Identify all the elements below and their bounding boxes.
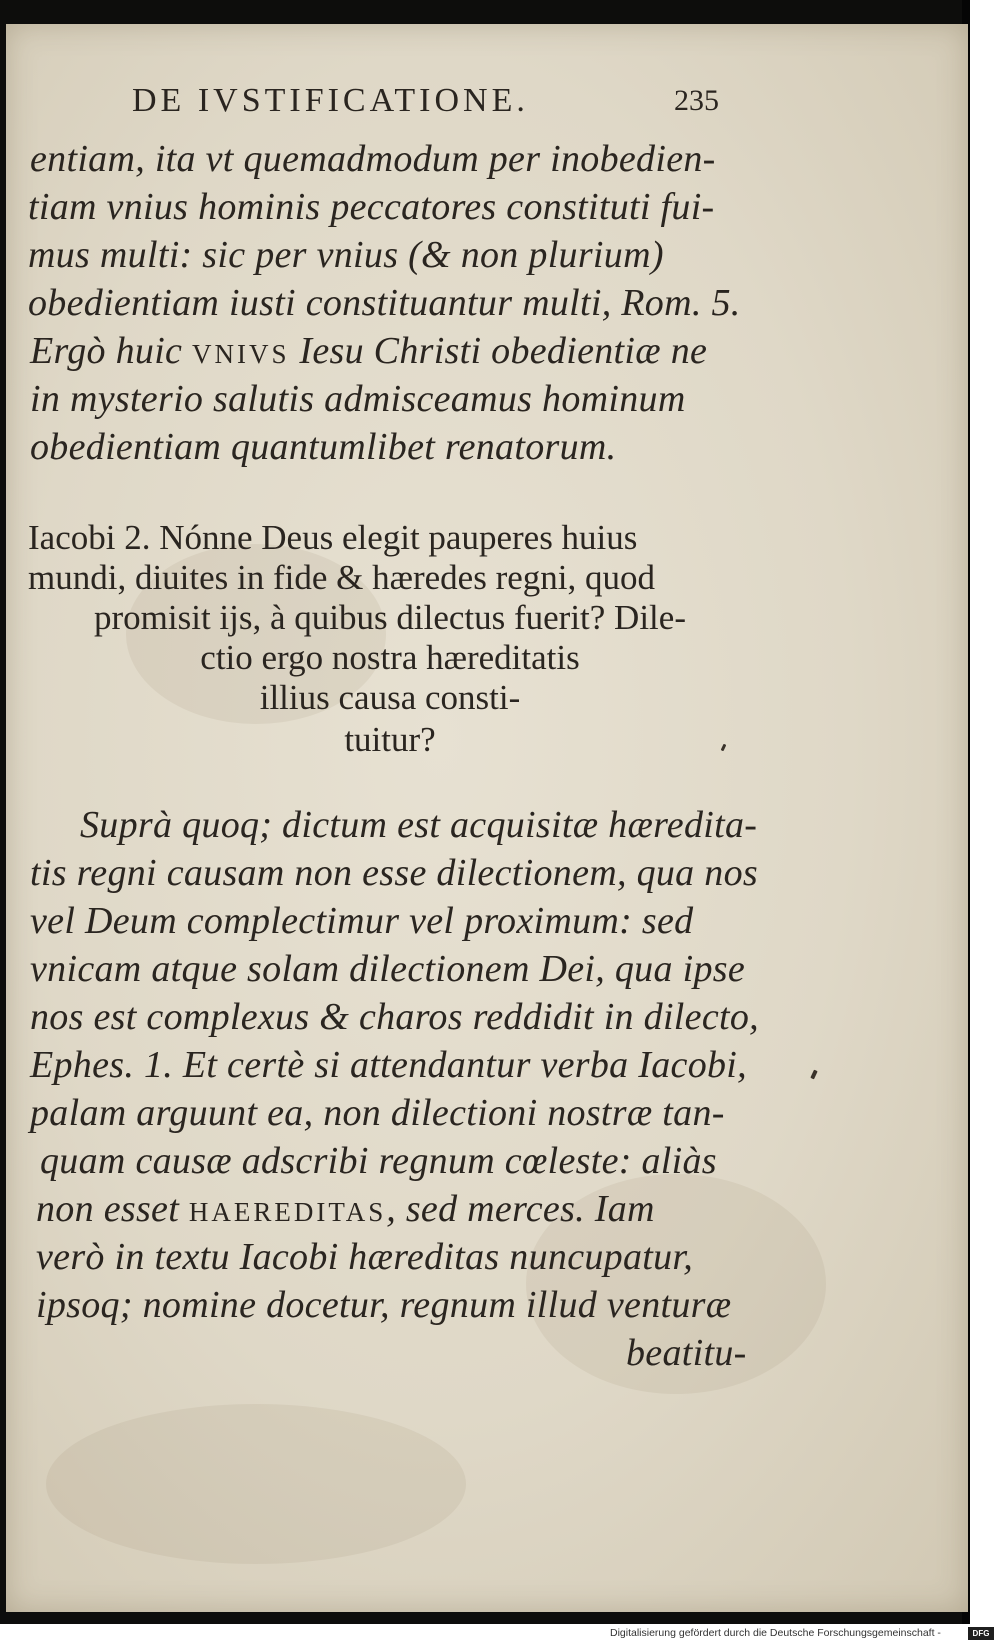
text-line: ipsoq; nomine docetur, regnum illud venturæ — [36, 1284, 732, 1326]
text-line: obedientiam iusti constituantur multi, Rom. 5. — [28, 282, 741, 324]
text-run: , sed merces. Iam — [386, 1188, 655, 1230]
quotation-line: illius causa consti- — [259, 678, 521, 717]
text-line: Ephes. 1. Et certè si attendantur verba Iacobi, — [30, 1044, 747, 1086]
emphasis-caps: HAEREDITAS — [188, 1197, 387, 1227]
text-line — [30, 332, 707, 370]
text-line — [36, 1190, 655, 1228]
quotation-line: ctio ergo nostra hæreditatis — [200, 638, 580, 677]
catchword: beatitu- — [626, 1332, 747, 1374]
text-line: vnicam atque solam dilectionem Dei, qua ipse — [30, 948, 745, 990]
text-line: tiam vnius hominis peccatores constituti fui- — [28, 186, 715, 228]
text-line: mus multi: sic per vnius (& non plurium) — [28, 234, 664, 276]
quotation-line: tuitur? — [344, 720, 436, 759]
text-line: vel Deum complectimur vel proximum: sed — [30, 900, 694, 942]
text-line: entiam, ita vt quemadmodum per inobedien- — [30, 138, 716, 180]
emphasis-caps: VNIVS — [192, 339, 290, 369]
text-run: Iesu Christi obedientiæ ne — [299, 330, 708, 372]
text-line: verò in textu Iacobi hæreditas nuncupatur, — [36, 1236, 694, 1278]
page-number: 235 — [674, 84, 719, 117]
quotation-line: mundi, diuites in fide & hæredes regni, quod — [28, 558, 655, 597]
quotation-line: promisit ijs, à quibus dilectus fuerit? Dile- — [94, 598, 686, 637]
text-line: quam causæ adscribi regnum cœleste: aliàs — [40, 1140, 717, 1182]
text-line: nos est complexus & charos reddidit in dilecto, — [30, 996, 759, 1038]
digitization-credit: Digitalisierung gefördert durch die Deutsche Forschungsgemeinschaft - — [610, 1627, 941, 1639]
quotation-line: Iacobi 2. Nónne Deus elegit pauperes huius — [28, 518, 638, 557]
text-line: obedientiam quantumlibet renatorum. — [30, 426, 617, 468]
text-line: palam arguunt ea, non dilectioni nostræ tan- — [30, 1092, 725, 1134]
running-header-title: DE IVSTIFICATIONE. — [132, 82, 529, 119]
text-run: non esset — [36, 1188, 180, 1230]
paper-stain — [46, 1404, 466, 1564]
text-line: tis regni causam non esse dilectionem, qua nos — [30, 852, 758, 894]
text-line: Suprà quoq; dictum est acquisitæ hæredita- — [80, 804, 758, 846]
dfg-logo: DFG — [968, 1627, 994, 1640]
text-run: Ergò huic — [30, 330, 183, 372]
text-line: in mysterio salutis admisceamus hominum — [30, 378, 686, 420]
